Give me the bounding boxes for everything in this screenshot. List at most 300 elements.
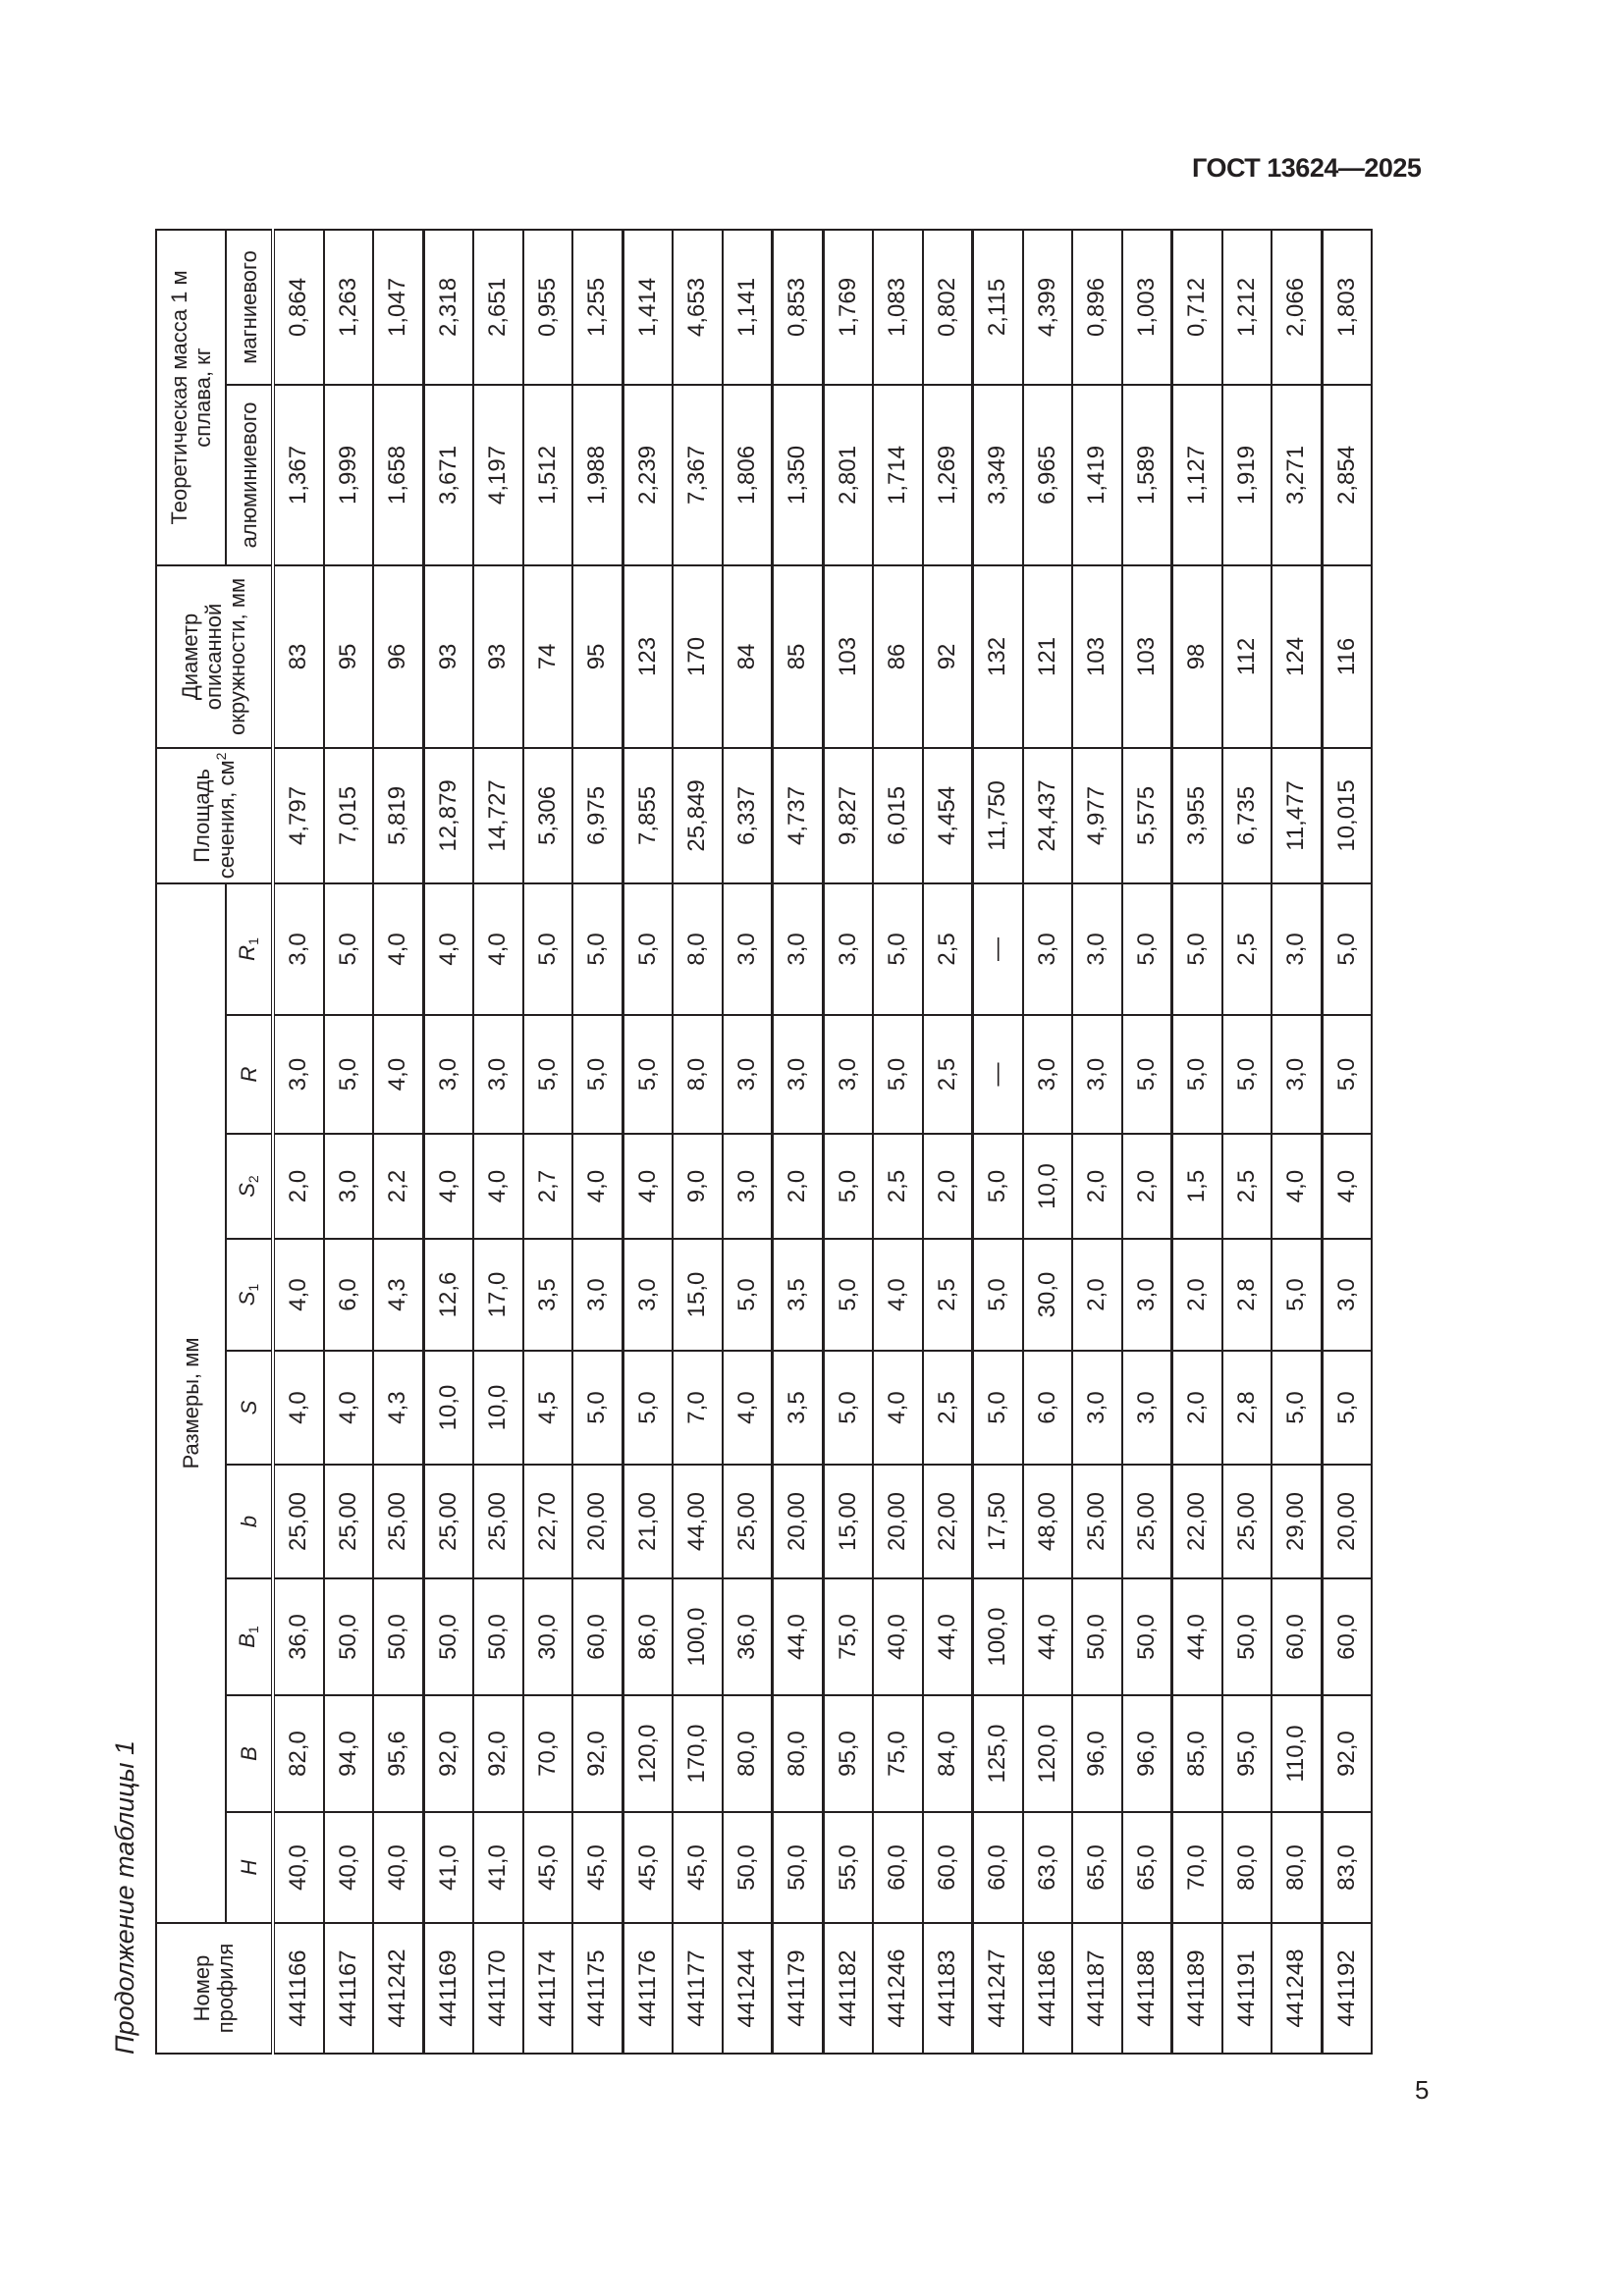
cell-S2: 5,0 — [973, 1134, 1023, 1239]
cell-profile-number: 441175 — [572, 1923, 623, 2054]
cell-H: 50,0 — [773, 1812, 824, 1923]
page-number: 5 — [1415, 2075, 1430, 2105]
cell-B1: 86,0 — [623, 1578, 673, 1695]
cell-B: 95,0 — [823, 1695, 873, 1812]
cell-R1: 5,0 — [873, 883, 923, 1015]
cell-B: 92,0 — [572, 1695, 623, 1812]
header-S2-sub: 2 — [245, 1175, 262, 1184]
cell-R1: 3,0 — [1072, 883, 1122, 1015]
cell-S: 4,0 — [273, 1351, 324, 1465]
cell-R: — — [973, 1015, 1023, 1134]
cell-mass-aluminum: 1,419 — [1072, 385, 1122, 565]
cell-area: 9,827 — [823, 748, 873, 883]
header-B1 — [226, 1578, 273, 1695]
cell-B: 96,0 — [1072, 1695, 1122, 1812]
cell-mass-aluminum: 3,671 — [423, 385, 473, 565]
cell-mass-magnesium: 4,653 — [673, 230, 723, 385]
cell-diameter: 93 — [473, 565, 523, 748]
cell-area: 11,750 — [973, 748, 1023, 883]
table-body — [273, 230, 1372, 2054]
header-H: H — [226, 1812, 273, 1923]
cell-area: 4,797 — [273, 748, 324, 883]
cell-mass-aluminum: 1,589 — [1122, 385, 1172, 565]
cell-profile-number: 441242 — [373, 1923, 423, 2054]
cell-S: 2,8 — [1222, 1351, 1272, 1465]
cell-diameter: 103 — [1072, 565, 1122, 748]
cell-R1: 3,0 — [1272, 883, 1322, 1015]
cell-R1: 5,0 — [1122, 883, 1172, 1015]
cell-S: 10,0 — [423, 1351, 473, 1465]
cell-S1: 2,0 — [1172, 1239, 1222, 1351]
header-magnesium: магниевого — [226, 230, 273, 385]
cell-b: 22,70 — [523, 1465, 573, 1578]
cell-profile-number: 441179 — [773, 1923, 824, 2054]
table-row — [473, 230, 523, 2054]
cell-area: 12,879 — [423, 748, 473, 883]
cell-R: 5,0 — [324, 1015, 374, 1134]
cell-S2: 4,0 — [473, 1134, 523, 1239]
cell-R1: 4,0 — [473, 883, 523, 1015]
cell-diameter: 93 — [423, 565, 473, 748]
cell-R: 3,0 — [1272, 1015, 1322, 1134]
cell-mass-aluminum: 2,801 — [823, 385, 873, 565]
cell-B1: 50,0 — [373, 1578, 423, 1695]
cell-diameter: 132 — [973, 565, 1023, 748]
cell-S: 4,3 — [373, 1351, 423, 1465]
cell-B: 80,0 — [773, 1695, 824, 1812]
cell-S1: 2,8 — [1222, 1239, 1272, 1351]
cell-H: 40,0 — [373, 1812, 423, 1923]
cell-H: 55,0 — [823, 1812, 873, 1923]
cell-S1: 3,0 — [572, 1239, 623, 1351]
cell-S2: 4,0 — [423, 1134, 473, 1239]
cell-R: 4,0 — [373, 1015, 423, 1134]
cell-b: 25,00 — [373, 1465, 423, 1578]
cell-S: 4,5 — [523, 1351, 573, 1465]
cell-diameter: 112 — [1222, 565, 1272, 748]
cell-H: 65,0 — [1122, 1812, 1172, 1923]
cell-profile-number: 441191 — [1222, 1923, 1272, 2054]
cell-S: 10,0 — [473, 1351, 523, 1465]
cell-H: 63,0 — [1023, 1812, 1073, 1923]
cell-profile-number: 441192 — [1322, 1923, 1372, 2054]
cell-S1: 4,0 — [873, 1239, 923, 1351]
cell-R1: 5,0 — [572, 883, 623, 1015]
cell-S: 5,0 — [973, 1351, 1023, 1465]
cell-R: 5,0 — [1122, 1015, 1172, 1134]
cell-b: 22,00 — [923, 1465, 973, 1578]
cell-B1: 50,0 — [473, 1578, 523, 1695]
cell-S1: 3,0 — [623, 1239, 673, 1351]
cell-B1: 50,0 — [1072, 1578, 1122, 1695]
header-diameter: Диаметр описанной окружности, мм — [156, 565, 273, 748]
table-row — [973, 230, 1023, 2054]
table-caption: Продолжение таблицы 1 — [110, 1739, 139, 2055]
table-row — [1172, 230, 1222, 2054]
cell-R1: 3,0 — [823, 883, 873, 1015]
cell-S: 5,0 — [1272, 1351, 1322, 1465]
cell-b: 25,00 — [1122, 1465, 1172, 1578]
cell-B: 96,0 — [1122, 1695, 1172, 1812]
cell-b: 20,00 — [873, 1465, 923, 1578]
cell-mass-magnesium: 1,769 — [823, 230, 873, 385]
cell-B: 70,0 — [523, 1695, 573, 1812]
cell-mass-magnesium: 2,115 — [973, 230, 1023, 385]
cell-mass-magnesium: 1,047 — [373, 230, 423, 385]
cell-S: 5,0 — [623, 1351, 673, 1465]
cell-diameter: 95 — [572, 565, 623, 748]
cell-area: 14,727 — [473, 748, 523, 883]
cell-R: 5,0 — [1172, 1015, 1222, 1134]
table-row — [523, 230, 573, 2054]
cell-R: 5,0 — [1222, 1015, 1272, 1134]
cell-S1: 3,0 — [1322, 1239, 1372, 1351]
cell-mass-aluminum: 1,658 — [373, 385, 423, 565]
cell-b: 20,00 — [773, 1465, 824, 1578]
header-area — [156, 748, 273, 883]
cell-mass-aluminum: 6,965 — [1023, 385, 1073, 565]
cell-S1: 2,5 — [923, 1239, 973, 1351]
cell-S2: 3,0 — [723, 1134, 773, 1239]
header-R1 — [226, 883, 273, 1015]
cell-B1: 100,0 — [673, 1578, 723, 1695]
cell-area: 4,977 — [1072, 748, 1122, 883]
cell-S: 2,5 — [923, 1351, 973, 1465]
cell-R: 5,0 — [1322, 1015, 1372, 1134]
cell-area: 5,575 — [1122, 748, 1172, 883]
cell-H: 50,0 — [723, 1812, 773, 1923]
cell-area: 7,855 — [623, 748, 673, 883]
cell-R1: 2,5 — [1222, 883, 1272, 1015]
cell-B1: 50,0 — [423, 1578, 473, 1695]
cell-S: 3,5 — [773, 1351, 824, 1465]
cell-b: 25,00 — [423, 1465, 473, 1578]
table-row — [923, 230, 973, 2054]
cell-profile-number: 441177 — [673, 1923, 723, 2054]
document-code: ГОСТ 13624—2025 — [1192, 153, 1422, 183]
cell-B: 125,0 — [973, 1695, 1023, 1812]
cell-profile-number: 441166 — [273, 1923, 324, 2054]
header-R1-sub: 1 — [245, 937, 262, 945]
cell-mass-magnesium: 0,853 — [773, 230, 824, 385]
table-row — [324, 230, 374, 2054]
cell-R: 5,0 — [623, 1015, 673, 1134]
cell-H: 45,0 — [623, 1812, 673, 1923]
cell-B1: 100,0 — [973, 1578, 1023, 1695]
cell-S2: 4,0 — [623, 1134, 673, 1239]
cell-B: 94,0 — [324, 1695, 374, 1812]
cell-mass-aluminum: 1,269 — [923, 385, 973, 565]
cell-b: 21,00 — [623, 1465, 673, 1578]
cell-S: 2,0 — [1172, 1351, 1222, 1465]
header-area-label: Площадь сечения, см — [189, 760, 239, 880]
cell-area: 6,337 — [723, 748, 773, 883]
cell-profile-number: 441244 — [723, 1923, 773, 2054]
cell-R1: 5,0 — [1322, 883, 1372, 1015]
cell-diameter: 95 — [324, 565, 374, 748]
cell-b: 48,00 — [1023, 1465, 1073, 1578]
cell-mass-aluminum: 1,988 — [572, 385, 623, 565]
cell-mass-aluminum: 1,999 — [324, 385, 374, 565]
cell-H: 60,0 — [873, 1812, 923, 1923]
cell-b: 29,00 — [1272, 1465, 1322, 1578]
cell-mass-aluminum: 1,806 — [723, 385, 773, 565]
cell-S2: 2,2 — [373, 1134, 423, 1239]
header-R: R — [226, 1015, 273, 1134]
table-row — [1023, 230, 1073, 2054]
cell-S: 4,0 — [324, 1351, 374, 1465]
cell-S1: 3,5 — [773, 1239, 824, 1351]
cell-S: 7,0 — [673, 1351, 723, 1465]
cell-mass-aluminum: 1,919 — [1222, 385, 1272, 565]
table-row — [823, 230, 873, 2054]
cell-B1: 50,0 — [324, 1578, 374, 1695]
cell-diameter: 98 — [1172, 565, 1222, 748]
table-row — [1222, 230, 1272, 2054]
cell-R: 5,0 — [873, 1015, 923, 1134]
cell-diameter: 84 — [723, 565, 773, 748]
cell-B1: 50,0 — [1122, 1578, 1172, 1695]
cell-S1: 6,0 — [324, 1239, 374, 1351]
cell-area: 11,477 — [1272, 748, 1322, 883]
cell-H: 45,0 — [673, 1812, 723, 1923]
cell-profile-number: 441187 — [1072, 1923, 1122, 2054]
cell-B1: 50,0 — [1222, 1578, 1272, 1695]
cell-B1: 60,0 — [1322, 1578, 1372, 1695]
header-profile-number: Номер профиля — [156, 1923, 273, 2054]
cell-area: 4,454 — [923, 748, 973, 883]
header-dimensions-group: Размеры, мм — [156, 883, 226, 1923]
cell-mass-aluminum: 1,127 — [1172, 385, 1222, 565]
cell-B1: 60,0 — [1272, 1578, 1322, 1695]
cell-S: 5,0 — [572, 1351, 623, 1465]
cell-R: 2,5 — [923, 1015, 973, 1134]
cell-mass-magnesium: 0,802 — [923, 230, 973, 385]
cell-profile-number: 441182 — [823, 1923, 873, 2054]
cell-mass-magnesium: 1,083 — [873, 230, 923, 385]
cell-S2: 2,0 — [923, 1134, 973, 1239]
cell-mass-magnesium: 1,255 — [572, 230, 623, 385]
cell-mass-aluminum: 7,367 — [673, 385, 723, 565]
cell-S1: 12,6 — [423, 1239, 473, 1351]
cell-B: 82,0 — [273, 1695, 324, 1812]
cell-S1: 5,0 — [823, 1239, 873, 1351]
header-S: S — [226, 1351, 273, 1465]
cell-mass-aluminum: 1,367 — [273, 385, 324, 565]
cell-b: 25,00 — [1072, 1465, 1122, 1578]
cell-R1: 3,0 — [273, 883, 324, 1015]
cell-H: 60,0 — [923, 1812, 973, 1923]
cell-S2: 4,0 — [1322, 1134, 1372, 1239]
cell-R1: 2,5 — [923, 883, 973, 1015]
cell-S1: 4,0 — [273, 1239, 324, 1351]
cell-b: 22,00 — [1172, 1465, 1222, 1578]
cell-area: 24,437 — [1023, 748, 1073, 883]
cell-B1: 44,0 — [773, 1578, 824, 1695]
cell-b: 25,00 — [273, 1465, 324, 1578]
cell-S2: 10,0 — [1023, 1134, 1073, 1239]
header-S1 — [226, 1239, 273, 1351]
cell-B: 92,0 — [1322, 1695, 1372, 1812]
cell-mass-magnesium: 0,955 — [523, 230, 573, 385]
cell-B: 85,0 — [1172, 1695, 1222, 1812]
cell-S: 4,0 — [873, 1351, 923, 1465]
cell-S: 4,0 — [723, 1351, 773, 1465]
cell-mass-aluminum: 2,239 — [623, 385, 673, 565]
cell-R1: 4,0 — [423, 883, 473, 1015]
cell-B1: 60,0 — [572, 1578, 623, 1695]
cell-H: 41,0 — [473, 1812, 523, 1923]
table-row — [1322, 230, 1372, 2054]
cell-B: 120,0 — [1023, 1695, 1073, 1812]
cell-b: 20,00 — [1322, 1465, 1372, 1578]
cell-mass-aluminum: 1,512 — [523, 385, 573, 565]
cell-diameter: 96 — [373, 565, 423, 748]
cell-mass-aluminum: 1,350 — [773, 385, 824, 565]
cell-area: 4,737 — [773, 748, 824, 883]
header-B1-label: B — [235, 1633, 260, 1648]
cell-diameter: 86 — [873, 565, 923, 748]
cell-R1: 5,0 — [324, 883, 374, 1015]
cell-R: 5,0 — [572, 1015, 623, 1134]
table-row — [673, 230, 723, 2054]
cell-B1: 36,0 — [273, 1578, 324, 1695]
cell-diameter: 85 — [773, 565, 824, 748]
cell-area: 3,955 — [1172, 748, 1222, 883]
table-row — [723, 230, 773, 2054]
cell-diameter: 92 — [923, 565, 973, 748]
cell-R1: 8,0 — [673, 883, 723, 1015]
cell-diameter: 74 — [523, 565, 573, 748]
cell-H: 40,0 — [273, 1812, 324, 1923]
cell-area: 5,819 — [373, 748, 423, 883]
cell-R1: 3,0 — [773, 883, 824, 1015]
cell-S: 3,0 — [1122, 1351, 1172, 1465]
cell-diameter: 116 — [1322, 565, 1372, 748]
table-row — [773, 230, 824, 2054]
cell-R: 3,0 — [823, 1015, 873, 1134]
header-area-sup: 2 — [212, 752, 229, 761]
cell-profile-number: 441186 — [1023, 1923, 1073, 2054]
cell-mass-magnesium: 1,414 — [623, 230, 673, 385]
cell-profile-number: 441189 — [1172, 1923, 1222, 2054]
cell-R: 3,0 — [773, 1015, 824, 1134]
cell-R: 3,0 — [723, 1015, 773, 1134]
cell-H: 41,0 — [423, 1812, 473, 1923]
cell-S2: 2,0 — [273, 1134, 324, 1239]
header-b: b — [226, 1465, 273, 1578]
cell-B1: 44,0 — [1023, 1578, 1073, 1695]
cell-B: 95,0 — [1222, 1695, 1272, 1812]
cell-diameter: 83 — [273, 565, 324, 748]
table-row — [623, 230, 673, 2054]
cell-R1: — — [973, 883, 1023, 1015]
cell-R1: 3,0 — [1023, 883, 1073, 1015]
cell-S2: 1,5 — [1172, 1134, 1222, 1239]
cell-S1: 4,3 — [373, 1239, 423, 1351]
cell-B: 84,0 — [923, 1695, 973, 1812]
cell-R: 8,0 — [673, 1015, 723, 1134]
cell-mass-aluminum: 3,349 — [973, 385, 1023, 565]
cell-S2: 4,0 — [1272, 1134, 1322, 1239]
cell-mass-aluminum: 4,197 — [473, 385, 523, 565]
header-aluminum: алюминиевого — [226, 385, 273, 565]
cell-R1: 5,0 — [523, 883, 573, 1015]
cell-H: 70,0 — [1172, 1812, 1222, 1923]
cell-mass-aluminum: 3,271 — [1272, 385, 1322, 565]
cell-mass-magnesium: 0,864 — [273, 230, 324, 385]
cell-S2: 2,5 — [873, 1134, 923, 1239]
cell-R: 3,0 — [423, 1015, 473, 1134]
cell-S2: 5,0 — [823, 1134, 873, 1239]
cell-B: 110,0 — [1272, 1695, 1322, 1812]
cell-R: 3,0 — [473, 1015, 523, 1134]
table-row — [1072, 230, 1122, 2054]
cell-S: 6,0 — [1023, 1351, 1073, 1465]
cell-b: 25,00 — [473, 1465, 523, 1578]
cell-area: 6,015 — [873, 748, 923, 883]
cell-profile-number: 441174 — [523, 1923, 573, 2054]
cell-profile-number: 441169 — [423, 1923, 473, 2054]
cell-b: 15,00 — [823, 1465, 873, 1578]
cell-B: 170,0 — [673, 1695, 723, 1812]
cell-b: 17,50 — [973, 1465, 1023, 1578]
cell-R: 3,0 — [273, 1015, 324, 1134]
cell-S2: 9,0 — [673, 1134, 723, 1239]
header-S1-label: S — [235, 1291, 260, 1307]
cell-S2: 4,0 — [572, 1134, 623, 1239]
cell-B: 80,0 — [723, 1695, 773, 1812]
cell-S1: 3,5 — [523, 1239, 573, 1351]
table-row — [273, 230, 324, 2054]
cell-diameter: 123 — [623, 565, 673, 748]
table-row — [572, 230, 623, 2054]
table-row — [873, 230, 923, 2054]
cell-area: 7,015 — [324, 748, 374, 883]
header-R1-label: R — [235, 944, 260, 961]
cell-profile-number: 441247 — [973, 1923, 1023, 2054]
header-S1-sub: 1 — [245, 1283, 262, 1292]
cell-H: 40,0 — [324, 1812, 374, 1923]
cell-B: 95,6 — [373, 1695, 423, 1812]
cell-mass-magnesium: 4,399 — [1023, 230, 1073, 385]
cell-diameter: 103 — [823, 565, 873, 748]
cell-mass-aluminum: 1,714 — [873, 385, 923, 565]
cell-diameter: 103 — [1122, 565, 1172, 748]
cell-mass-magnesium: 1,803 — [1322, 230, 1372, 385]
cell-S: 5,0 — [823, 1351, 873, 1465]
cell-S: 5,0 — [1322, 1351, 1372, 1465]
cell-profile-number: 441170 — [473, 1923, 523, 2054]
cell-area: 5,306 — [523, 748, 573, 883]
cell-B1: 44,0 — [923, 1578, 973, 1695]
cell-S2: 2,7 — [523, 1134, 573, 1239]
cell-B: 92,0 — [423, 1695, 473, 1812]
table-row — [373, 230, 423, 2054]
cell-R: 3,0 — [1023, 1015, 1073, 1134]
cell-H: 83,0 — [1322, 1812, 1372, 1923]
cell-S1: 15,0 — [673, 1239, 723, 1351]
cell-b: 25,00 — [723, 1465, 773, 1578]
cell-B: 92,0 — [473, 1695, 523, 1812]
cell-S1: 2,0 — [1072, 1239, 1122, 1351]
cell-profile-number: 441246 — [873, 1923, 923, 2054]
cell-S1: 3,0 — [1122, 1239, 1172, 1351]
cell-S1: 5,0 — [973, 1239, 1023, 1351]
cell-R1: 4,0 — [373, 883, 423, 1015]
cell-diameter: 124 — [1272, 565, 1322, 748]
cell-area: 10,015 — [1322, 748, 1372, 883]
